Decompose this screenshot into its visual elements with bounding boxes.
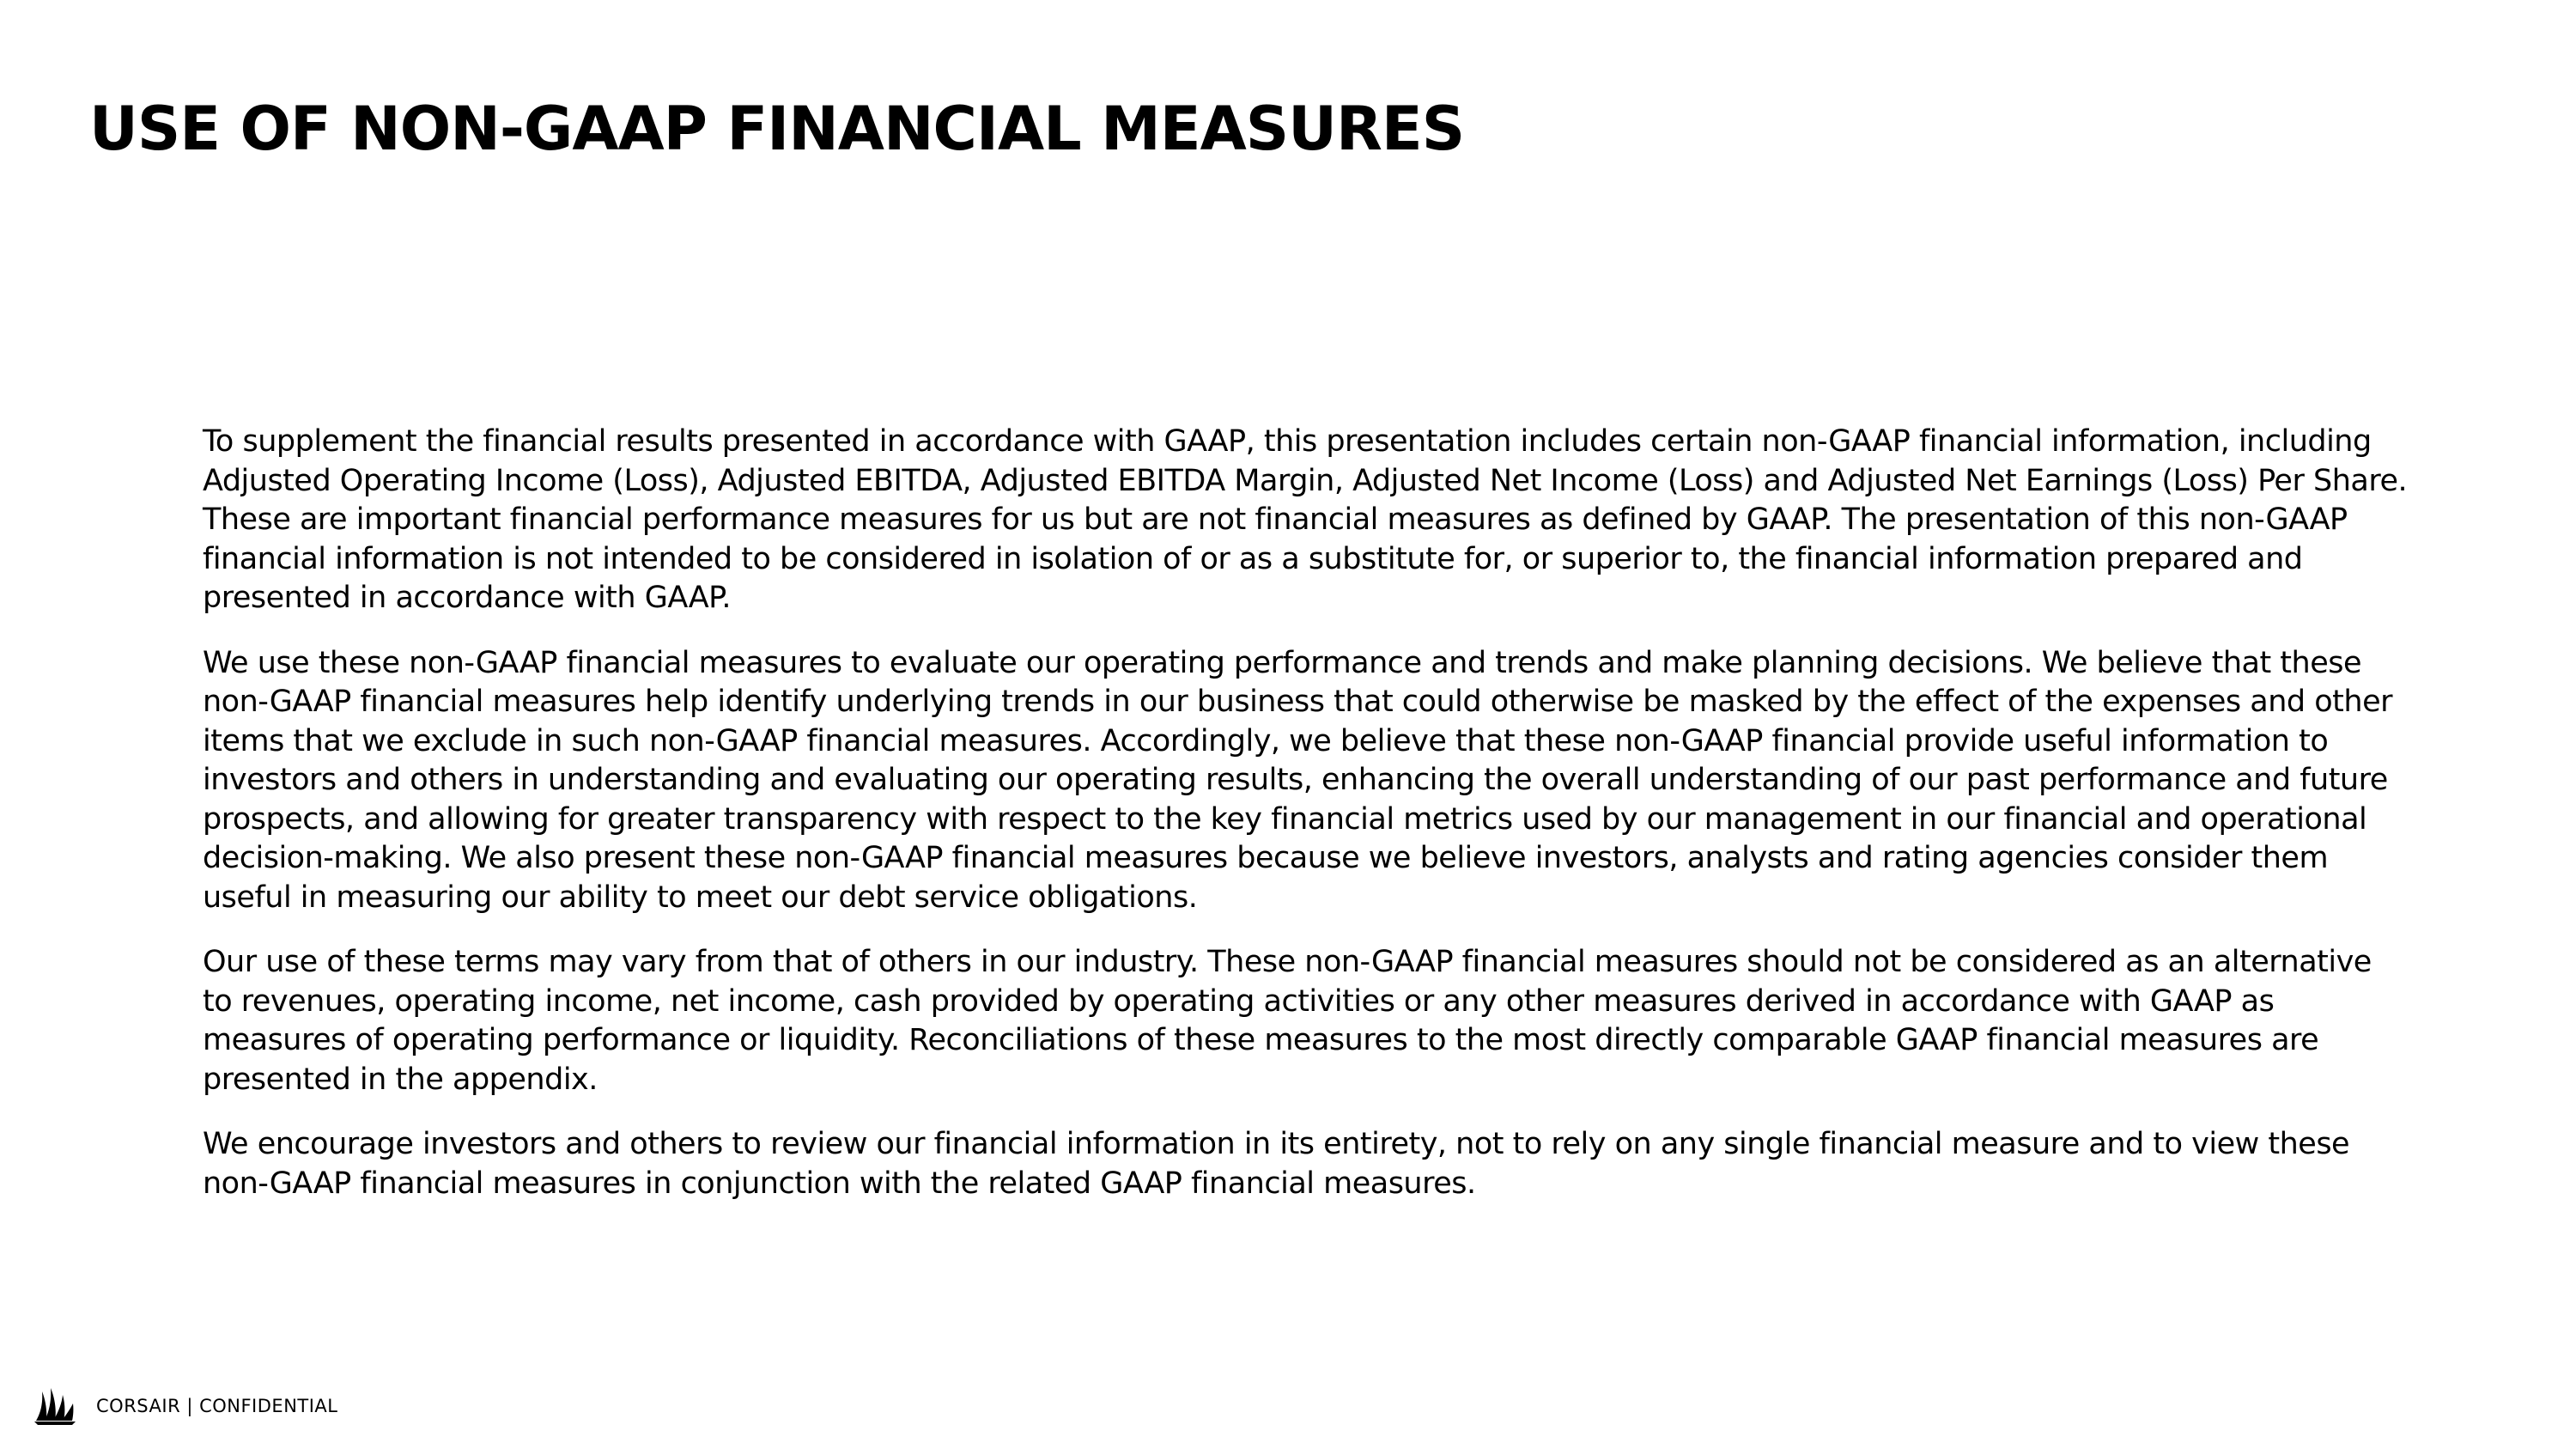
footer-confidential-label: CORSAIR | CONFIDENTIAL <box>96 1396 338 1416</box>
disclaimer-body <box>203 423 2409 1229</box>
footer <box>34 1385 338 1428</box>
page-title: USE OF NON-GAAP FINANCIAL MEASURES <box>89 94 1465 164</box>
paragraph-encourage: We encourage investors and others to review our financial information in its entirety, not to rely on any single financial measure and to view these non-GAAP financial measures in conjunction with the related GAAP financial measures. <box>203 1127 2350 1201</box>
paragraph-usage: We use these non-GAAP financial measures to evaluate our operating performance and trends and make planning decisions. We believe that these non-GAAP financial measures help identify underlying trends in our business that could otherwise be masked by the effect of the expenses and other items that we exclude in such non-GAAP financial measures. Accordingly, we believe that these non-GAAP financial provide useful information to investors and others in understanding and evaluating our operating results, enhancing the overall understanding of our past performance and future prospects, and allowing for greater transparency with respect to the key financial metrics used by our management in our financial and operational decision-making. We also present these non-GAAP financial measures because we believe investors, analysts and rating agencies consider them useful in measuring our ability to meet our debt service obligations. <box>203 645 2393 915</box>
paragraph-supplement: To supplement the financial results presented in accordance with GAAP, this presentation includes certain non-GAAP financial information, including Adjusted Operating Income (Loss), Adjusted EBITDA, Adjusted EBITDA Margin, Adjusted Net Income (Loss) and Adjusted Net Earnings (Loss) Per Share. These are important financial performance measures for us but are not financial measures as defined by GAAP. The presentation of this non-GAAP financial information is not intended to be considered in isolation of or as a substitute for, or superior to, the financial information prepared and presented in accordance with GAAP. <box>203 424 2408 615</box>
paragraph-terms: Our use of these terms may vary from that of others in our industry. These non-GAAP financial measures should not be considered as an alternative to revenues, operating income, net income, cash provided by operating activities or any other measures derived in accordance with GAAP as measures of operating performance or liquidity. Reconciliations of these measures to the most directly comparable GAAP financial measures are presented in the appendix. <box>203 945 2372 1097</box>
corsair-sails-logo-icon <box>34 1386 77 1426</box>
